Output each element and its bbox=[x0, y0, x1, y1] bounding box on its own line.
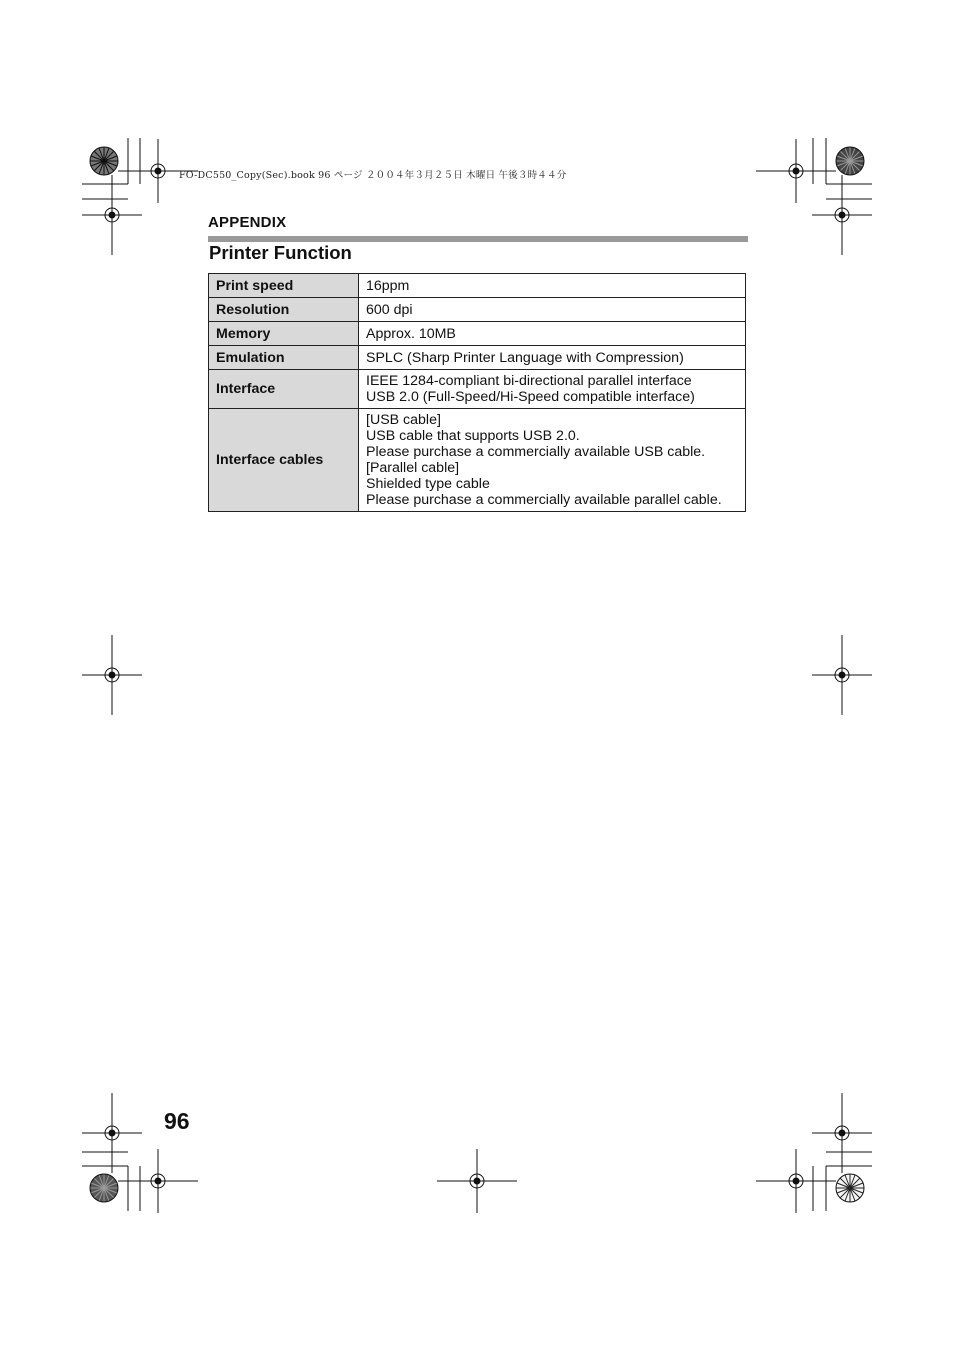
spec-value bbox=[359, 274, 746, 298]
spec-value bbox=[359, 298, 746, 322]
spec-value-line: SPLC (Sharp Printer Language with Compression) bbox=[366, 349, 684, 366]
spec-value-line: 600 dpi bbox=[366, 301, 413, 318]
spec-value-line: 16ppm bbox=[366, 277, 410, 294]
spec-value-line: Shielded type cable bbox=[366, 476, 490, 492]
spec-label: Interface cables bbox=[209, 409, 359, 512]
spec-label: Memory bbox=[209, 322, 359, 346]
section-label: APPENDIX bbox=[208, 214, 287, 231]
spec-value-line: Please purchase a commercially available parallel cable. bbox=[366, 492, 722, 508]
spec-value bbox=[359, 370, 746, 409]
page-title: Printer Function bbox=[209, 242, 352, 263]
spec-value bbox=[359, 346, 746, 370]
table-row bbox=[209, 409, 746, 512]
spec-value-line: Please purchase a commercially available USB cable. bbox=[366, 444, 706, 460]
spec-label: Emulation bbox=[209, 346, 359, 370]
spec-value-line: IEEE 1284-compliant bi-directional parallel interface bbox=[366, 373, 692, 389]
table-row bbox=[209, 370, 746, 409]
spec-value-line: USB 2.0 (Full-Speed/Hi-Speed compatible interface) bbox=[366, 389, 695, 405]
table-row bbox=[209, 322, 746, 346]
spec-label: Resolution bbox=[209, 298, 359, 322]
table-row bbox=[209, 346, 746, 370]
spec-value-line: [USB cable] bbox=[366, 412, 441, 428]
spec-label: Print speed bbox=[209, 274, 359, 298]
table-row bbox=[209, 274, 746, 298]
spec-label: Interface bbox=[209, 370, 359, 409]
spec-value-line: Approx. 10MB bbox=[366, 325, 456, 342]
page-number: 96 bbox=[164, 1108, 190, 1134]
spec-value-line: USB cable that supports USB 2.0. bbox=[366, 428, 580, 444]
table-row bbox=[209, 298, 746, 322]
spec-value-line: [Parallel cable] bbox=[366, 460, 460, 476]
spec-value bbox=[359, 409, 746, 512]
printer-spec-table bbox=[208, 273, 746, 512]
spec-value bbox=[359, 322, 746, 346]
print-slug-header: FO-DC550_Copy(Sec).book 96 ページ ２００４年３月２５日 木曜日 午後３時４４分 bbox=[179, 170, 567, 181]
